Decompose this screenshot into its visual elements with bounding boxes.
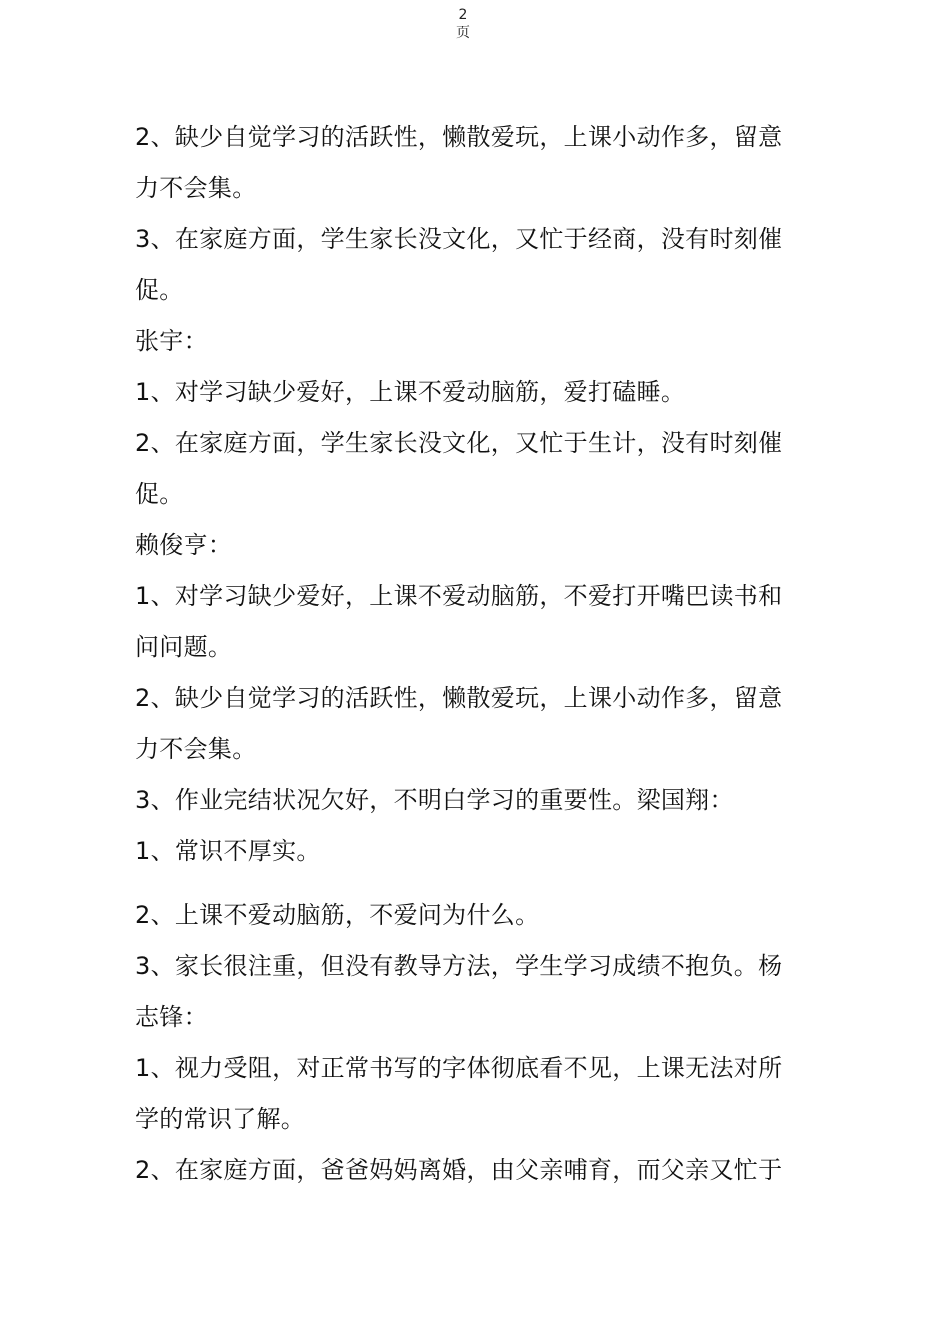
student-name-lai-junheng: 赖俊亨：	[135, 531, 233, 559]
paragraph-9: 3、作业完结状况欠好，不明白学习的重要性。梁国翔：	[135, 786, 734, 814]
paragraph-2: 3、在家庭方面，学生家长没文化，又忙于经商，没有时刻催 促。	[135, 225, 783, 304]
paragraph-11: 2、上课不爱动脑筋，不爱问为什么。	[135, 901, 540, 929]
paragraph-14: 2、在家庭方面，爸爸妈妈离婚，由父亲哺育，而父亲又忙于	[135, 1156, 783, 1184]
document-body	[135, 112, 815, 1196]
page-number-unit: 页	[456, 25, 470, 41]
paragraph-13: 1、视力受阻，对正常书写的字体彻底看不见，上课无法对所 学的常识了解。	[135, 1054, 783, 1133]
paragraph-1: 2、缺少自觉学习的活跃性，懒散爱玩，上课小动作多，留意 力不会集。	[135, 123, 783, 202]
student-name-zhang-yu: 张宇：	[135, 327, 208, 355]
paragraph-12: 3、家长很注重，但没有教导方法，学生学习成绩不抱负。杨 志锋：	[135, 952, 783, 1031]
paragraph-8: 2、缺少自觉学习的活跃性，懒散爱玩，上课小动作多，留意 力不会集。	[135, 684, 783, 763]
paragraph-7: 1、对学习缺少爱好，上课不爱动脑筋，不爱打开嘴巴读书和 问问题。	[135, 582, 783, 661]
page-number	[0, 6, 926, 42]
paragraph-5: 2、在家庭方面，学生家长没文化，又忙于生计，没有时刻催 促。	[135, 429, 783, 508]
page-number-value: 2	[458, 7, 468, 23]
paragraph-4: 1、对学习缺少爱好，上课不爱动脑筋，爱打磕睡。	[135, 378, 686, 406]
paragraph-10: 1、常识不厚实。	[135, 837, 321, 865]
